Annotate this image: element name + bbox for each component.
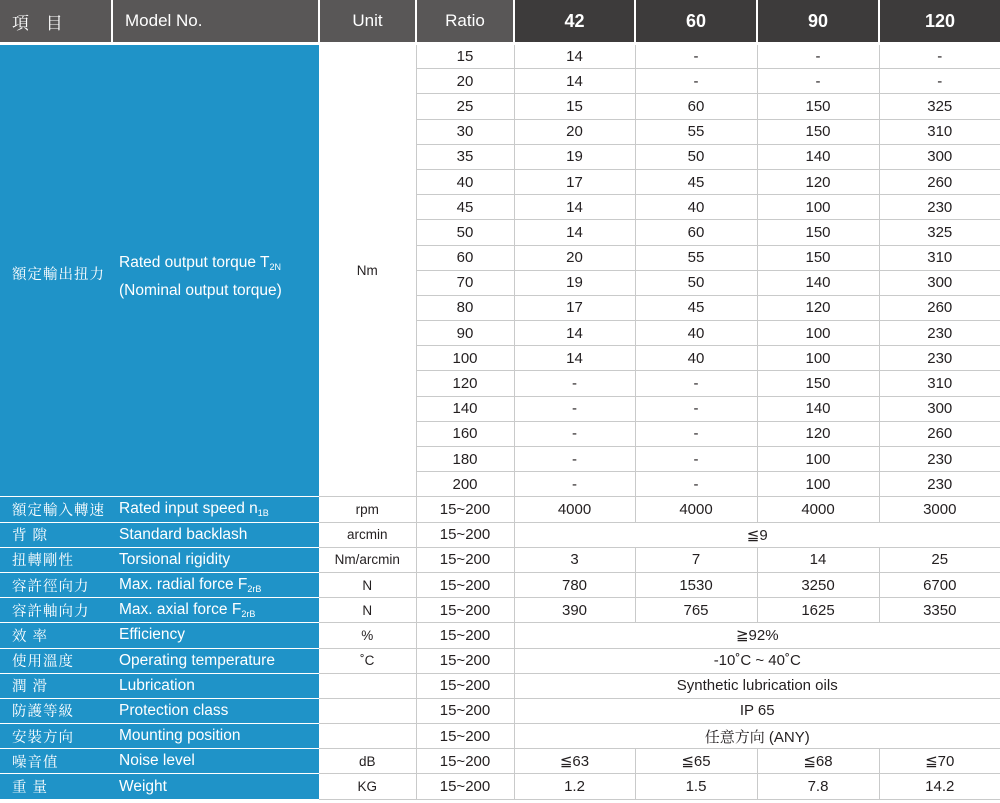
spec-unit: % bbox=[319, 623, 416, 648]
value-cell: 7 bbox=[635, 547, 757, 572]
value-cell: 310 bbox=[879, 119, 1000, 144]
value-cell: - bbox=[514, 371, 635, 396]
spec-label-zh: 背 隙 bbox=[0, 522, 112, 547]
value-cell: 150 bbox=[757, 94, 879, 119]
spec-label-main: Mounting position bbox=[119, 727, 241, 745]
value-cell: 300 bbox=[879, 396, 1000, 421]
spec-label-en bbox=[112, 522, 319, 547]
value-cell: 120 bbox=[757, 169, 879, 194]
value-cell: 780 bbox=[514, 572, 635, 597]
ratio-cell: 25 bbox=[416, 94, 514, 119]
value-cell: - bbox=[514, 396, 635, 421]
value-cell: 50 bbox=[635, 270, 757, 295]
spec-unit: N bbox=[319, 598, 416, 623]
ratio-cell: 15~200 bbox=[416, 598, 514, 623]
spec-unit bbox=[319, 724, 416, 749]
value-cell: 60 bbox=[635, 94, 757, 119]
ratio-cell: 45 bbox=[416, 195, 514, 220]
value-cell: 50 bbox=[635, 144, 757, 169]
value-cell: 45 bbox=[635, 295, 757, 320]
value-cell: - bbox=[635, 447, 757, 472]
spec-row bbox=[0, 497, 1000, 522]
value-cell: 25 bbox=[879, 547, 1000, 572]
ratio-cell: 120 bbox=[416, 371, 514, 396]
ratio-cell: 180 bbox=[416, 447, 514, 472]
spec-row bbox=[0, 698, 1000, 723]
torque-label-en bbox=[112, 44, 319, 497]
value-cell: - bbox=[879, 69, 1000, 94]
ratio-cell: 15~200 bbox=[416, 522, 514, 547]
spec-unit: Nm/arcmin bbox=[319, 547, 416, 572]
value-cell: 230 bbox=[879, 321, 1000, 346]
value-cell: - bbox=[635, 44, 757, 69]
value-cell: 260 bbox=[879, 169, 1000, 194]
value-cell: 230 bbox=[879, 472, 1000, 497]
spec-label-en bbox=[112, 698, 319, 723]
spec-label-zh: 效 率 bbox=[0, 623, 112, 648]
spec-unit: KG bbox=[319, 774, 416, 799]
merged-value-cell: ≦9 bbox=[514, 522, 1000, 547]
value-cell: 14 bbox=[514, 69, 635, 94]
value-cell: 6700 bbox=[879, 572, 1000, 597]
merged-value-cell: IP 65 bbox=[514, 698, 1000, 723]
value-cell: - bbox=[757, 69, 879, 94]
header-row bbox=[0, 0, 1000, 44]
value-cell: 20 bbox=[514, 245, 635, 270]
spec-label-en bbox=[112, 598, 319, 623]
ratio-cell: 60 bbox=[416, 245, 514, 270]
spec-label-en bbox=[112, 724, 319, 749]
spec-label-en bbox=[112, 648, 319, 673]
ratio-cell: 50 bbox=[416, 220, 514, 245]
spec-label-subscript: 2rB bbox=[247, 584, 262, 595]
spec-unit: rpm bbox=[319, 497, 416, 522]
value-cell: - bbox=[635, 472, 757, 497]
spec-row bbox=[0, 724, 1000, 749]
spec-label-main: Max. radial force F bbox=[119, 576, 248, 594]
value-cell: 260 bbox=[879, 421, 1000, 446]
value-cell: - bbox=[635, 69, 757, 94]
value-cell: - bbox=[514, 447, 635, 472]
spec-row bbox=[0, 547, 1000, 572]
ratio-cell: 20 bbox=[416, 69, 514, 94]
spec-unit: dB bbox=[319, 749, 416, 774]
spec-label-main: Protection class bbox=[119, 701, 229, 719]
ratio-cell: 15~200 bbox=[416, 749, 514, 774]
ratio-cell: 15~200 bbox=[416, 724, 514, 749]
header-model: Model No. bbox=[112, 0, 319, 44]
value-cell: 100 bbox=[757, 195, 879, 220]
spec-row bbox=[0, 572, 1000, 597]
spec-row bbox=[0, 749, 1000, 774]
header-ratio: Ratio bbox=[416, 0, 514, 44]
value-cell: - bbox=[635, 421, 757, 446]
spec-row bbox=[0, 648, 1000, 673]
value-cell: 140 bbox=[757, 270, 879, 295]
spec-unit bbox=[319, 698, 416, 723]
spec-label-en bbox=[112, 572, 319, 597]
ratio-cell: 15~200 bbox=[416, 572, 514, 597]
header-model-90: 90 bbox=[757, 0, 879, 44]
spec-label-main: Standard backlash bbox=[119, 525, 248, 543]
value-cell: 100 bbox=[757, 346, 879, 371]
value-cell: 325 bbox=[879, 94, 1000, 119]
spec-label-main: Rated input speed n bbox=[119, 500, 258, 518]
torque-unit: Nm bbox=[319, 44, 416, 497]
value-cell: 17 bbox=[514, 169, 635, 194]
value-cell: 40 bbox=[635, 195, 757, 220]
header-item: 項 目 bbox=[0, 0, 112, 44]
value-cell: 40 bbox=[635, 346, 757, 371]
spec-row bbox=[0, 774, 1000, 799]
value-cell: 14 bbox=[514, 44, 635, 69]
value-cell: 3000 bbox=[879, 497, 1000, 522]
value-cell: 3 bbox=[514, 547, 635, 572]
value-cell: 120 bbox=[757, 421, 879, 446]
spec-label-main: Efficiency bbox=[119, 626, 186, 644]
value-cell: 120 bbox=[757, 295, 879, 320]
ratio-cell: 160 bbox=[416, 421, 514, 446]
value-cell: 230 bbox=[879, 195, 1000, 220]
spec-label-en bbox=[112, 547, 319, 572]
value-cell: 4000 bbox=[757, 497, 879, 522]
spec-unit bbox=[319, 673, 416, 698]
merged-value-cell: Synthetic lubrication oils bbox=[514, 673, 1000, 698]
value-cell: 19 bbox=[514, 270, 635, 295]
value-cell: 14.2 bbox=[879, 774, 1000, 799]
ratio-cell: 15~200 bbox=[416, 623, 514, 648]
header-model-120: 120 bbox=[879, 0, 1000, 44]
spec-label-main: Operating temperature bbox=[119, 651, 275, 669]
value-cell: 100 bbox=[757, 472, 879, 497]
value-cell: 55 bbox=[635, 245, 757, 270]
spec-label-zh: 潤 滑 bbox=[0, 673, 112, 698]
value-cell: 230 bbox=[879, 447, 1000, 472]
value-cell: 310 bbox=[879, 245, 1000, 270]
value-cell: 1625 bbox=[757, 598, 879, 623]
ratio-cell: 15~200 bbox=[416, 648, 514, 673]
spec-label-zh: 容許徑向力 bbox=[0, 572, 112, 597]
spec-label-main: Max. axial force F bbox=[119, 601, 242, 619]
torque-label-main: Rated output torque T bbox=[119, 254, 270, 271]
spec-label-main: Lubrication bbox=[119, 676, 195, 694]
torque-label-zh: 額定輸出扭力 bbox=[0, 44, 112, 497]
ratio-cell: 140 bbox=[416, 396, 514, 421]
value-cell: 260 bbox=[879, 295, 1000, 320]
spec-unit: ˚C bbox=[319, 648, 416, 673]
torque-label-subscript: 2N bbox=[269, 262, 282, 272]
spec-label-subscript: 1B bbox=[257, 508, 269, 519]
value-cell: 7.8 bbox=[757, 774, 879, 799]
value-cell: 300 bbox=[879, 270, 1000, 295]
spec-label-en bbox=[112, 749, 319, 774]
value-cell: - bbox=[514, 421, 635, 446]
merged-value-cell: -10˚C ~ 40˚C bbox=[514, 648, 1000, 673]
value-cell: 14 bbox=[514, 220, 635, 245]
value-cell: 3350 bbox=[879, 598, 1000, 623]
spec-label-main: Noise level bbox=[119, 752, 195, 770]
value-cell: - bbox=[514, 472, 635, 497]
value-cell: - bbox=[879, 44, 1000, 69]
value-cell: 230 bbox=[879, 346, 1000, 371]
ratio-cell: 35 bbox=[416, 144, 514, 169]
value-cell: 765 bbox=[635, 598, 757, 623]
spec-label-zh: 噪音值 bbox=[0, 749, 112, 774]
value-cell: 3250 bbox=[757, 572, 879, 597]
value-cell: 325 bbox=[879, 220, 1000, 245]
value-cell: 14 bbox=[757, 547, 879, 572]
spec-label-zh: 使用溫度 bbox=[0, 648, 112, 673]
spec-label-zh: 扭轉剛性 bbox=[0, 547, 112, 572]
spec-label-subscript: 2rB bbox=[241, 609, 256, 620]
spec-row bbox=[0, 522, 1000, 547]
value-cell: 14 bbox=[514, 346, 635, 371]
value-cell: 40 bbox=[635, 321, 757, 346]
value-cell: 390 bbox=[514, 598, 635, 623]
spec-label-zh: 安裝方向 bbox=[0, 724, 112, 749]
value-cell: 150 bbox=[757, 119, 879, 144]
ratio-cell: 40 bbox=[416, 169, 514, 194]
value-cell: ≦70 bbox=[879, 749, 1000, 774]
spec-unit: arcmin bbox=[319, 522, 416, 547]
value-cell: 17 bbox=[514, 295, 635, 320]
value-cell: 150 bbox=[757, 220, 879, 245]
value-cell: 4000 bbox=[514, 497, 635, 522]
spec-label-main: Torsional rigidity bbox=[119, 550, 231, 568]
spec-label-zh: 容許軸向力 bbox=[0, 598, 112, 623]
ratio-cell: 200 bbox=[416, 472, 514, 497]
value-cell: 300 bbox=[879, 144, 1000, 169]
value-cell: 45 bbox=[635, 169, 757, 194]
header-unit: Unit bbox=[319, 0, 416, 44]
spec-unit: N bbox=[319, 572, 416, 597]
merged-value-cell: 任意方向 (ANY) bbox=[514, 724, 1000, 749]
value-cell: 60 bbox=[635, 220, 757, 245]
value-cell: 140 bbox=[757, 144, 879, 169]
value-cell: 14 bbox=[514, 321, 635, 346]
spec-label-en bbox=[112, 774, 319, 799]
header-model-42: 42 bbox=[514, 0, 635, 44]
value-cell: 1530 bbox=[635, 572, 757, 597]
value-cell: ≦63 bbox=[514, 749, 635, 774]
spec-label-zh: 重 量 bbox=[0, 774, 112, 799]
value-cell: - bbox=[757, 44, 879, 69]
header-model-60: 60 bbox=[635, 0, 757, 44]
value-cell: - bbox=[635, 371, 757, 396]
spec-row bbox=[0, 598, 1000, 623]
value-cell: 1.5 bbox=[635, 774, 757, 799]
spec-label-zh: 防護等級 bbox=[0, 698, 112, 723]
value-cell: 55 bbox=[635, 119, 757, 144]
value-cell: ≦65 bbox=[635, 749, 757, 774]
value-cell: ≦68 bbox=[757, 749, 879, 774]
ratio-cell: 15~200 bbox=[416, 497, 514, 522]
ratio-cell: 15~200 bbox=[416, 547, 514, 572]
value-cell: 140 bbox=[757, 396, 879, 421]
torque-label-line2: (Nominal output torque) bbox=[119, 282, 282, 299]
ratio-cell: 15~200 bbox=[416, 673, 514, 698]
merged-value-cell: ≧92% bbox=[514, 623, 1000, 648]
ratio-cell: 70 bbox=[416, 270, 514, 295]
value-cell: 14 bbox=[514, 195, 635, 220]
value-cell: 20 bbox=[514, 119, 635, 144]
spec-label-zh: 額定輸入轉速 bbox=[0, 497, 112, 522]
value-cell: 150 bbox=[757, 371, 879, 396]
ratio-cell: 15 bbox=[416, 44, 514, 69]
value-cell: 310 bbox=[879, 371, 1000, 396]
ratio-cell: 80 bbox=[416, 295, 514, 320]
ratio-cell: 15~200 bbox=[416, 698, 514, 723]
value-cell: 100 bbox=[757, 321, 879, 346]
ratio-cell: 90 bbox=[416, 321, 514, 346]
value-cell: 100 bbox=[757, 447, 879, 472]
spec-label-main: Weight bbox=[119, 777, 167, 795]
spec-label-en bbox=[112, 623, 319, 648]
value-cell: - bbox=[635, 396, 757, 421]
value-cell: 4000 bbox=[635, 497, 757, 522]
spec-label-en bbox=[112, 673, 319, 698]
ratio-cell: 15~200 bbox=[416, 774, 514, 799]
value-cell: 150 bbox=[757, 245, 879, 270]
spec-row bbox=[0, 673, 1000, 698]
spec-label-en bbox=[112, 497, 319, 522]
value-cell: 1.2 bbox=[514, 774, 635, 799]
table-body bbox=[0, 44, 1000, 800]
value-cell: 19 bbox=[514, 144, 635, 169]
spec-row bbox=[0, 623, 1000, 648]
ratio-cell: 30 bbox=[416, 119, 514, 144]
value-cell: 15 bbox=[514, 94, 635, 119]
table-row bbox=[0, 44, 1000, 69]
ratio-cell: 100 bbox=[416, 346, 514, 371]
